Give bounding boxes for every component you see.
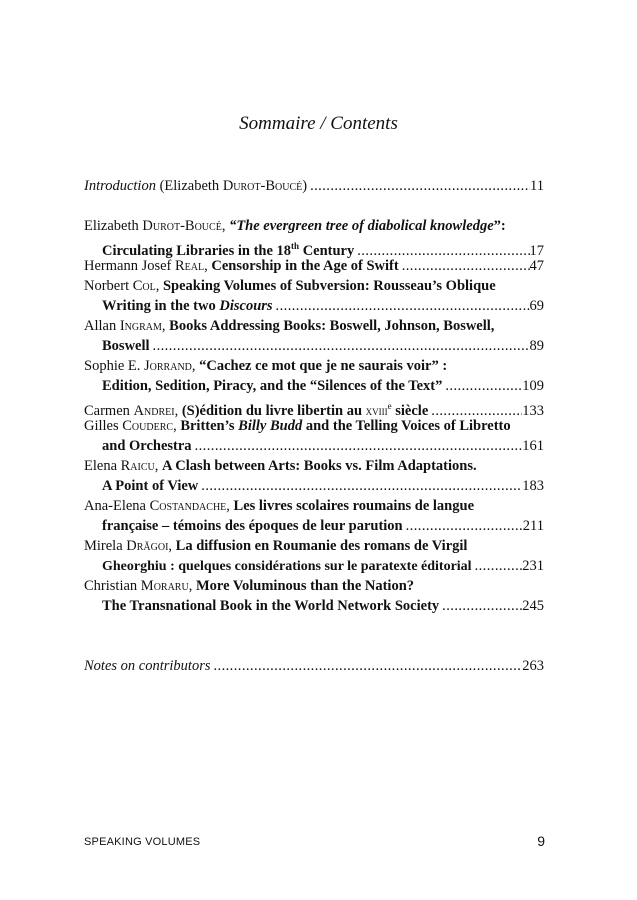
- entry-title: A Clash between Arts: Books vs. Film Adaptations.: [162, 458, 477, 474]
- entry-title-open-quote: “: [229, 218, 237, 234]
- page-number: 109: [522, 378, 544, 394]
- toc-entry-author-line[interactable]: Sophie E. Jorrand, “Cachez ce mot que je ne saurais voir” :: [84, 358, 448, 374]
- page-number: 133: [522, 402, 544, 419]
- century-numeral: xviii: [365, 402, 388, 418]
- toc-entry-continuation[interactable]: [102, 596, 544, 616]
- author-first: Gilles: [84, 418, 123, 434]
- entry-title: Les livres scolaires roumains de langue: [233, 498, 474, 514]
- leader-dots: [439, 596, 522, 616]
- toc-entry-continuation[interactable]: [102, 236, 544, 259]
- toc-entry-author-line[interactable]: Norbert Col, Speaking Volumes of Subversion: Rousseau’s Oblique: [84, 278, 496, 294]
- toc-entry-author-line[interactable]: Elizabeth Durot-Boucé, “The evergreen tree of diabolical knowledge”:: [84, 218, 506, 234]
- author-last: Andrei: [133, 402, 175, 419]
- page-number: 161: [522, 438, 544, 454]
- superscript: e: [387, 401, 392, 411]
- author-last: Jorrand: [144, 358, 192, 374]
- leader-dots: [399, 256, 530, 276]
- superscript: th: [291, 241, 300, 251]
- author-last: Ingram: [119, 318, 162, 334]
- author-first: Mirela: [84, 538, 127, 554]
- entry-title: “Cachez ce mot que je ne saurais voir” :: [199, 358, 448, 374]
- author-first: Elena: [84, 458, 121, 474]
- leader-dots: [198, 476, 522, 496]
- entry-title-rest: and the Telling Voices of Libretto: [302, 418, 511, 434]
- notes-label: Notes on contributors: [84, 658, 211, 674]
- author-first: Elizabeth: [84, 218, 143, 234]
- leader-dots: [210, 656, 522, 676]
- page-number: 69: [529, 298, 544, 314]
- entry-title-close-quote: ”:: [493, 218, 506, 234]
- entry-title: Circulating Libraries in the 18: [102, 242, 292, 259]
- toc-entry-continuation[interactable]: [102, 376, 544, 396]
- toc-entry-continuation[interactable]: [102, 516, 544, 536]
- entry-title-rest: siècle: [391, 402, 429, 419]
- toc-entry-notes[interactable]: [84, 656, 544, 676]
- leader-dots: [150, 336, 530, 356]
- page-number: 231: [522, 558, 544, 574]
- author-first: Carmen: [84, 402, 134, 419]
- author-last: Couderc: [122, 418, 174, 434]
- author-last: Drăgoi: [126, 538, 169, 554]
- entry-title-italic: Billy Budd: [238, 418, 303, 434]
- page-number: 183: [522, 478, 544, 494]
- toc-entry-continuation[interactable]: [102, 556, 544, 576]
- entry-title: and Orchestra: [102, 438, 192, 454]
- author-last: Durot-Boucé: [142, 218, 222, 234]
- toc-entry-author-line[interactable]: Gilles Couderc, Britten’s Billy Budd and the Telling Voices of Libretto: [84, 418, 511, 434]
- entry-title: A Point of View: [102, 478, 199, 494]
- author-first: Christian: [84, 578, 141, 594]
- intro-author-first: (Elizabeth: [159, 178, 223, 194]
- author-first: Allan: [84, 318, 120, 334]
- contents-heading: Sommaire / Contents: [239, 113, 398, 134]
- author-first: Norbert: [84, 278, 133, 294]
- entry-title-rest: Century: [299, 242, 355, 259]
- entry-title: Gheorghiu : quelques considérations sur le paratexte éditorial: [102, 559, 472, 574]
- author-last: Costandache: [149, 498, 227, 514]
- toc-entry-continuation[interactable]: [102, 296, 544, 316]
- toc-entry-continuation[interactable]: [102, 336, 544, 356]
- entry-title: Edition, Sedition, Piracy, and the “Silences of the Text”: [102, 378, 443, 394]
- toc-entry-author-line[interactable]: Allan Ingram, Books Addressing Books: Boswell, Johnson, Boswell,: [84, 318, 495, 334]
- author-last: Col: [132, 278, 156, 294]
- toc-entry[interactable]: Hermann Josef Real, Censorship in the Age of Swift . . . 47: [84, 256, 544, 276]
- page-number: 245: [522, 598, 544, 614]
- toc-entry-continuation[interactable]: [102, 436, 544, 456]
- folio-page-number: 9: [537, 833, 545, 849]
- entry-title-italic: The evergreen tree of diabolical knowledge: [236, 218, 494, 234]
- author-last: Moraru: [140, 578, 189, 594]
- entry-title: Boswell: [102, 338, 150, 354]
- toc-entry-introduction[interactable]: [84, 176, 544, 196]
- leader-dots: [192, 436, 523, 456]
- entry-title: Censorship in the Age of Swift: [211, 258, 399, 274]
- intro-author-close: ): [302, 178, 308, 194]
- leader-dots: [307, 176, 530, 196]
- entry-title: Writing in the two: [102, 298, 220, 314]
- running-title: SPEAKING VOLUMES: [84, 836, 201, 848]
- entry-title: More Voluminous than the Nation?: [195, 578, 415, 594]
- entry-title: La diffusion en Roumanie des romans de Virgil: [175, 538, 468, 554]
- toc-entry-author-line[interactable]: Christian Moraru, More Voluminous than the Nation?: [84, 578, 415, 594]
- intro-label: Introduction: [84, 178, 156, 194]
- author-first: Ana-Elena: [84, 498, 150, 514]
- leader-dots: [403, 516, 523, 536]
- toc-entry-author-line[interactable]: Mirela Drăgoi, La diffusion en Roumanie des romans de Virgil: [84, 538, 468, 554]
- toc-entry-continuation[interactable]: [102, 476, 544, 496]
- leader-dots: [442, 376, 522, 396]
- page-number: 89: [529, 338, 544, 354]
- intro-author-last: Durot-Boucé: [222, 178, 303, 194]
- author-last: Real: [175, 258, 205, 274]
- entry-title-italic: Discours: [219, 298, 273, 314]
- page-number: 47: [529, 258, 544, 274]
- author-last: Raicu: [120, 458, 155, 474]
- entry-title: Britten’s: [180, 418, 239, 434]
- entry-title: française – témoins des époques de leur parution: [102, 518, 403, 534]
- entry-title: (S)édition du livre libertin au: [181, 402, 366, 419]
- author-first: Sophie E.: [84, 358, 145, 374]
- leader-dots: [273, 296, 530, 316]
- entry-title: Speaking Volumes of Subversion: Rousseau’s Oblique: [162, 278, 496, 294]
- page-number: 211: [522, 518, 544, 534]
- toc-entry-author-line[interactable]: Elena Raicu, A Clash between Arts: Books vs. Film Adaptations.: [84, 458, 477, 474]
- toc-entry-author-line[interactable]: Ana-Elena Costandache, Les livres scolaires roumains de langue: [84, 498, 474, 514]
- entry-title: The Transnational Book in the World Network Society: [102, 598, 440, 614]
- entry-title: Books Addressing Books: Boswell, Johnson, Boswell,: [169, 318, 495, 334]
- page-number: 17: [529, 242, 544, 259]
- page-number: 263: [522, 658, 544, 674]
- toc-entry[interactable]: Carmen Andrei, (S)édition du livre libertin au xviii$^e$ siècle . . . 133: [84, 396, 544, 416]
- author-first: Hermann Josef: [84, 258, 176, 274]
- page-number: 11: [530, 178, 544, 194]
- leader-dots: [472, 556, 523, 576]
